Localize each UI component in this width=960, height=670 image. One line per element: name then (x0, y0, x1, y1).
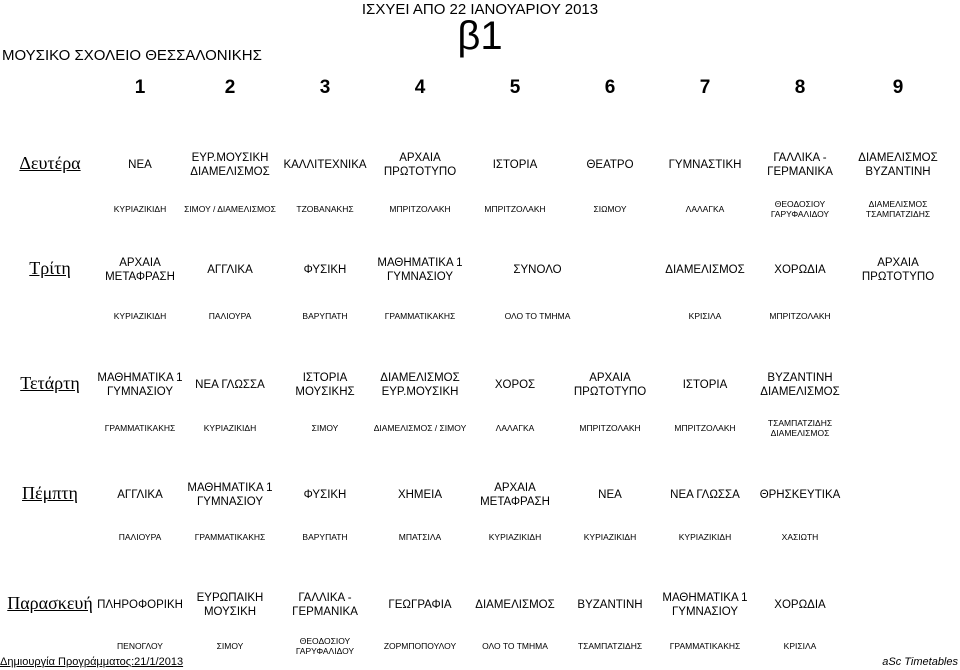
subject-cell: ΓΑΛΛΙΚΑ - ΓΕΡΜΑΝΙΚΑ (292, 592, 358, 618)
teacher-cell: ΒΑΡΥΠΑΤΗ (302, 532, 348, 542)
teacher-cell: ΠΕΝΟΓΛΟΥ (117, 641, 163, 651)
day-label: Πέμπτη (22, 483, 78, 503)
period-number: 8 (794, 77, 806, 98)
teacher-cell: ΛΑΛΑΓΚΑ (495, 423, 535, 433)
teacher-cell: ΔΙΑΜΕΛΙΣΜΟΣ ΤΣΑΜΠΑΤΖΙΔΗΣ (865, 199, 931, 219)
subject-cell: ΒΥΖΑΝΤΙΝΗ (577, 599, 643, 611)
teacher-cell: ΓΡΑΜΜΑΤΙΚΑΚΗΣ (194, 532, 266, 542)
teacher-cell: ΖΟΡΜΠΟΠΟΥΛΟΥ (383, 641, 457, 651)
subject-cell: ΘΕΑΤΡΟ (586, 159, 634, 171)
subject-cell: ΑΡΧΑΙΑ ΠΡΩΤΟΤΥΠΟ (861, 257, 935, 283)
subject-cell: ΕΥΡ.ΜΟΥΣΙΚΗ ΔΙΑΜΕΛΙΣΜΟΣ (190, 152, 270, 178)
day-label: Τρίτη (29, 258, 71, 278)
subject-cell: ΙΣΤΟΡΙΑ (682, 379, 728, 391)
subject-cell: ΑΡΧΑΙΑ ΜΕΤΑΦΡΑΣΗ (480, 482, 550, 508)
day-label: Δευτέρα (19, 153, 81, 173)
teacher-cell: ΚΥΡΙΑΖΙΚΙΔΗ (583, 532, 637, 542)
day-label: Τετάρτη (20, 373, 80, 393)
subject-cell: ΑΓΓΛΙΚΑ (117, 489, 163, 501)
teacher-cell: ΓΡΑΜΜΑΤΙΚΑΚΗΣ (384, 311, 456, 321)
teacher-cell: ΚΥΡΙΑΖΙΚΙΔΗ (678, 532, 732, 542)
subject-cell: ΧΗΜΕΙΑ (397, 489, 443, 501)
subject-cell: ΓΥΜΝΑΣΤΙΚΗ (668, 159, 742, 171)
subject-cell: ΜΑΘΗΜΑΤΙΚΑ 1 ΓΥΜΝΑΣΙΟΥ (187, 482, 273, 508)
teacher-cell: ΣΙΜΟΥ / ΔΙΑΜΕΛΙΣΜΟΣ (184, 204, 276, 214)
period-number: 6 (604, 77, 616, 98)
period-number: 3 (319, 77, 331, 98)
subject-cell: ΔΙΑΜΕΛΙΣΜΟΣ (665, 264, 745, 276)
subject-cell: ΜΑΘΗΜΑΤΙΚΑ 1 ΓΥΜΝΑΣΙΟΥ (662, 592, 748, 618)
subject-cell: ΝΕΑ (598, 489, 622, 501)
subject-cell: ΝΕΑ (128, 159, 152, 171)
subject-cell: ΝΕΑ ΓΛΩΣΣΑ (670, 489, 740, 501)
subject-cell: ΙΣΤΟΡΙΑ ΜΟΥΣΙΚΗΣ (295, 372, 355, 398)
subject-cell: ΑΡΧΑΙΑ ΜΕΤΑΦΡΑΣΗ (105, 257, 175, 283)
subject-cell: ΔΙΑΜΕΛΙΣΜΟΣ ΕΥΡ.ΜΟΥΣΙΚΗ (380, 372, 460, 398)
subject-cell: ΔΙΑΜΕΛΙΣΜΟΣ (475, 599, 555, 611)
subject-cell: ΧΟΡΟΣ (494, 379, 536, 391)
teacher-cell: ΚΥΡΙΑΖΙΚΙΔΗ (113, 204, 167, 214)
teacher-cell: ΓΡΑΜΜΑΤΙΚΑΚΗΣ (104, 423, 176, 433)
school-name: ΜΟΥΣΙΚΟ ΣΧΟΛΕΙΟ ΘΕΣΣΑΛΟΝΙΚΗΣ (2, 47, 262, 64)
subject-cell: ΙΣΤΟΡΙΑ (492, 159, 538, 171)
subject-cell: ΑΓΓΛΙΚΑ (207, 264, 253, 276)
subject-cell: ΕΥΡΩΠΑΙΚΗ ΜΟΥΣΙΚΗ (196, 592, 264, 618)
teacher-cell: ΚΥΡΙΑΖΙΚΙΔΗ (203, 423, 257, 433)
subject-cell: ΦΥΣΙΚΗ (303, 489, 347, 501)
teacher-cell: ΒΑΡΥΠΑΤΗ (302, 311, 348, 321)
period-number: 5 (509, 77, 521, 98)
class-title: β1 (457, 14, 503, 58)
subject-cell: ΔΙΑΜΕΛΙΣΜΟΣ ΒΥΖΑΝΤΙΝΗ (858, 152, 938, 178)
teacher-cell: ΤΣΑΜΠΑΤΖΙΔΗΣ (577, 641, 643, 651)
teacher-cell: ΜΠΡΙΤΖΟΛΑΚΗ (579, 423, 641, 433)
teacher-cell: ΤΣΑΜΠΑΤΖΙΔΗΣ ΔΙΑΜΕΛΙΣΜΟΣ (767, 418, 833, 438)
subject-cell: ΧΟΡΩΔΙΑ (774, 599, 826, 611)
period-number: 1 (134, 77, 146, 98)
subject-cell: ΓΑΛΛΙΚΑ - ΓΕΡΜΑΝΙΚΑ (767, 152, 833, 178)
validity-date: ΙΣΧΥΕΙ ΑΠΟ 22 ΙΑΝΟΥΑΡΙΟΥ 2013 (361, 1, 599, 18)
period-number: 7 (699, 77, 711, 98)
teacher-cell: ΣΙΜΟΥ (311, 423, 339, 433)
teacher-cell: ΟΛΟ ΤΟ ΤΜΗΜΑ (482, 641, 548, 651)
subject-cell: ΣΥΝΟΛΟ (513, 264, 562, 276)
teacher-cell: ΜΠΡΙΤΖΟΛΑΚΗ (389, 204, 451, 214)
teacher-cell: ΜΠΡΙΤΖΟΛΑΚΗ (769, 311, 831, 321)
subject-cell: ΚΑΛΛΙΤΕΧΝΙΚΑ (283, 159, 367, 171)
subject-cell: ΝΕΑ ΓΛΩΣΣΑ (195, 379, 265, 391)
subject-cell: ΒΥΖΑΝΤΙΝΗ ΔΙΑΜΕΛΙΣΜΟΣ (760, 372, 840, 398)
subject-cell: ΜΑΘΗΜΑΤΙΚΑ 1 ΓΥΜΝΑΣΙΟΥ (97, 372, 183, 398)
subject-cell: ΜΑΘΗΜΑΤΙΚΑ 1 ΓΥΜΝΑΣΙΟΥ (377, 257, 463, 283)
period-number: 4 (414, 77, 426, 98)
period-number: 2 (224, 77, 236, 98)
teacher-cell: ΚΡΙΣΙΛΑ (688, 311, 722, 321)
teacher-cell: ΠΑΛΙΟΥΡΑ (208, 311, 252, 321)
creation-date: Δημιουργία Προγράμματος:21/1/2013 (0, 656, 184, 668)
teacher-cell: ΤΖΟΒΑΝΑΚΗΣ (296, 204, 354, 214)
teacher-cell: ΟΛΟ ΤΟ ΤΜΗΜΑ (504, 311, 571, 321)
teacher-cell: ΛΑΛΑΓΚΑ (685, 204, 725, 214)
teacher-cell: ΠΑΛΙΟΥΡΑ (118, 532, 162, 542)
teacher-cell: ΧΑΣΙΩΤΗ (781, 532, 819, 542)
teacher-cell: ΜΠΑΤΣΙΛΑ (398, 532, 442, 542)
subject-cell: ΘΡΗΣΚΕΥΤΙΚΑ (759, 489, 841, 501)
teacher-cell: ΚΡΙΣΙΛΑ (783, 641, 817, 651)
day-label: Παρασκευή (7, 593, 93, 613)
teacher-cell: ΚΥΡΙΑΖΙΚΙΔΗ (488, 532, 542, 542)
teacher-cell: ΚΥΡΙΑΖΙΚΙΔΗ (113, 311, 167, 321)
teacher-cell: ΔΙΑΜΕΛΙΣΜΟΣ / ΣΙΜΟΥ (373, 423, 467, 433)
teacher-cell: ΜΠΡΙΤΖΟΛΑΚΗ (674, 423, 736, 433)
subject-cell: ΧΟΡΩΔΙΑ (774, 264, 826, 276)
teacher-cell: ΘΕΟΔΟΣΙΟΥ ΓΑΡΥΦΑΛΙΔΟΥ (770, 199, 830, 219)
subject-cell: ΓΕΩΓΡΑΦΙΑ (388, 599, 452, 611)
subject-cell: ΠΛΗΡΟΦΟΡΙΚΗ (97, 599, 183, 611)
teacher-cell: ΓΡΑΜΜΑΤΙΚΑΚΗΣ (669, 641, 741, 651)
subject-cell: ΑΡΧΑΙΑ ΠΡΩΤΟΤΥΠΟ (383, 152, 457, 178)
teacher-cell: ΣΙΩΜΟΥ (593, 204, 627, 214)
teacher-cell: ΣΙΜΟΥ (216, 641, 244, 651)
teacher-cell: ΘΕΟΔΟΣΙΟΥ ΓΑΡΥΦΑΛΙΔΟΥ (295, 636, 355, 656)
teacher-cell: ΜΠΡΙΤΖΟΛΑΚΗ (484, 204, 546, 214)
subject-cell: ΑΡΧΑΙΑ ΠΡΩΤΟΤΥΠΟ (573, 372, 647, 398)
generator-credit: aSc Timetables (882, 656, 958, 668)
subject-cell: ΦΥΣΙΚΗ (303, 264, 347, 276)
period-number: 9 (892, 77, 904, 98)
